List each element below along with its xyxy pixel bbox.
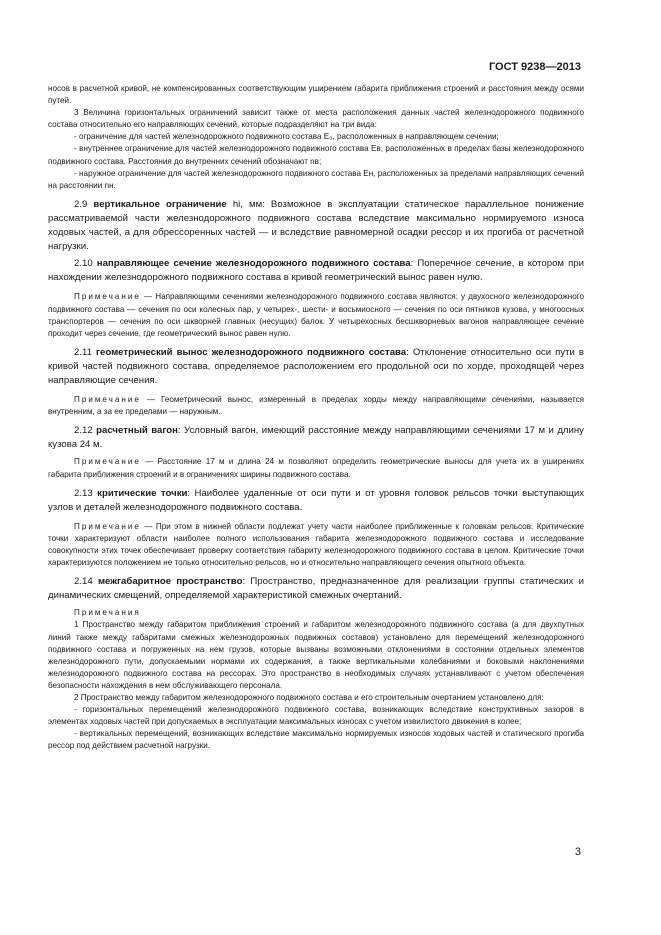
document-header: ГОСТ 9238—2013: [488, 61, 581, 73]
clause-term: вертикальное ограничение: [93, 198, 227, 210]
note-2-14-bullet-2: - вертикальных перемещений, возникающих вследствие максимально нормируемых износов ходовых частей и статического прогиба рессор под действием расчетной нагрузки.: [48, 729, 584, 751]
clause-number: 2.11: [74, 346, 92, 358]
list-item-e0: - ограничение для частей железнодорожного подвижного состава E₀, расположенных в направляющем сечении;: [74, 132, 499, 142]
note-2-14-1: 1 Пространство между габаритом приближения строений и габаритом железнодорожного подвижного состава (а для двухпутных линий также между габаритами смежных железнодорожных подвижных составов) установлено для перемещений железнодорожного подвижного состава и погруженных на нем грузов, которые вызваны возможными отклонениями в состоянии отдельных элементов железнодорожного пути, допускаемыми нормами их содержания, а также вертикальными колебаниями и боковыми наклонениями железнодорожного подвижного состава на рессорах. Это пространство в необходимых случаях устанавливают с учетом обеспечения безопасности нахождения в нем обслуживающего персонала.: [48, 620, 584, 690]
note-2-14-2: 2 Пространство между габаритом железнодорожного подвижного состава и его строительным очертанием установлено для:: [74, 693, 544, 703]
note-label: Примечание: [74, 521, 141, 531]
note-2-10: [48, 291, 584, 339]
clause-2-14: [48, 575, 584, 603]
clause-number: 2.9: [74, 198, 88, 210]
clause-term: межгабаритное пространство: [97, 576, 243, 588]
notes-2-14-label: [48, 607, 584, 619]
clause-number: 2.10: [74, 258, 93, 270]
note-label: Примечание: [74, 457, 141, 467]
note-2-14-bullet-1: - горизонтальных перемещений железнодорожного подвижного состава, возникающих вследствие конструктивных зазоров в элементах ходовых частей при допускаемых в эксплуатации максимальных износах с учетом извилистого движения в колее;: [48, 705, 584, 727]
note-text: — При этом в нижней области подлежат учету части наиболее приближенные к головкам рельсов. Критические точки характеризуют области наиболее полного использования габарита железнодорожного подвижного состава и исследование совокупности этих точек обеспечивает проверку соответствия габариту железнодорожного подвижного состава в целом. Критические точки характеризуются положением не только относительно рельсов, но и относительно направляющего сечения опытного объекта.: [48, 521, 584, 568]
clause-number: 2.12: [74, 425, 93, 437]
note-text: — Геометрический вынос, измеренный в пределах хорды между направляющими сечениями, называется внутренним, а за ее пределами — наружным.: [48, 395, 584, 417]
clause-text: : Поперечное сечение, в котором при нахождении железнодорожного подвижного состава в кривой геометрический вынос равен нулю.: [48, 258, 585, 284]
list-item-ev: - внутреннее ограничение для частей железнодорожного подвижного состава Eв, расположенных в пределах базы железнодорожного подвижного состава. Расстояния до внутренних сечений обозначают nв;: [48, 144, 584, 166]
clause-2-9: [48, 198, 584, 254]
clause-number: 2.14: [74, 576, 93, 588]
clause-text: : Наиболее удаленные от оси пути и от уровня головок рельсов точки выступающих узлов и деталей железнодорожного подвижного состава.: [48, 487, 584, 513]
document-body: [48, 83, 584, 753]
notes-label: Примечания: [74, 608, 141, 618]
note-2-11: [48, 394, 584, 418]
note-2-13: [48, 521, 584, 569]
clause-text: : Пространство, предназначенное для реализации группы статических и динамических смещений, определяемой характеристикой смежных очертаний.: [48, 576, 584, 602]
clause-term: направляющее сечение железнодорожного подвижного состава: [96, 258, 411, 270]
clause-term: геометрический вынос железнодорожного подвижного состава: [96, 346, 407, 358]
clause-2-10: [48, 257, 584, 285]
clause-2-13: [48, 487, 584, 515]
clause-text: : Отклонение относительно оси пути в кривой частей подвижного состава, определяемое расположением его продольной оси по хорде, проходящей через направляющие сечения.: [48, 346, 584, 386]
clause-text: hi, мм: Возможное в эксплуатации статическое параллельное понижение рассматриваемой части железнодорожного подвижного состава вследствие максимально нормируемого износа ходовых частей, а для обрессоренных частей — и вследствие равномерной осадки рессор и их прогиба от расчетной нагрузки.: [48, 198, 585, 253]
note-text: — Расстояние 17 м и длина 24 м позволяют определить геометрические выносы для учета их в уширениях габарита приближения строений и в ограничениях ширины подвижного состава.: [48, 457, 584, 479]
clause-text: : Условный вагон, имеющий расстояние между направляющими сечениями 17 м и длину кузова 24 м.: [48, 425, 584, 451]
note-label: Примечание: [74, 395, 141, 405]
note-text: — Направляющими сечениями железнодорожного подвижного состава являются: у двухосного железнодорожного подвижного состава — сечения по оси колесных пар, у четырех-, шести- и восьмиосного — сечения по оси пятников кузова, у многоосных транспортеров — сечения по оси шкворней главных (несущих) балок. У четырехосных бесшкворневых вагонов направляющее сечение проходит через сечение, где геометрический вынос равен нулю.: [48, 292, 584, 338]
clause-term: критические точки: [97, 487, 188, 499]
paragraph-continuation: носов в расчетной кривой, не компенсированных соответствующим уширением габарита приближения строений и расстояния между осями путей.: [48, 84, 584, 106]
page-number: 3: [574, 846, 581, 858]
clause-2-12: [48, 424, 584, 452]
note-2-12: [48, 456, 584, 480]
note-paragraph-3: 3 Величина горизонтальных ограничений зависит также от места расположения данных частей железнодорожного подвижного состава относительно его направляющих сечений, которые подразделяют на три вида:: [48, 108, 584, 130]
note-label: Примечание: [74, 292, 141, 302]
clause-term: расчетный вагон: [96, 425, 178, 437]
clause-2-11: [48, 346, 584, 388]
clause-number: 2.13: [74, 487, 93, 499]
list-item-en: - наружное ограничение для частей железнодорожного подвижного состава Eн, расположенных за пределами направляющих сечений на расстоянии nн.: [48, 168, 584, 190]
